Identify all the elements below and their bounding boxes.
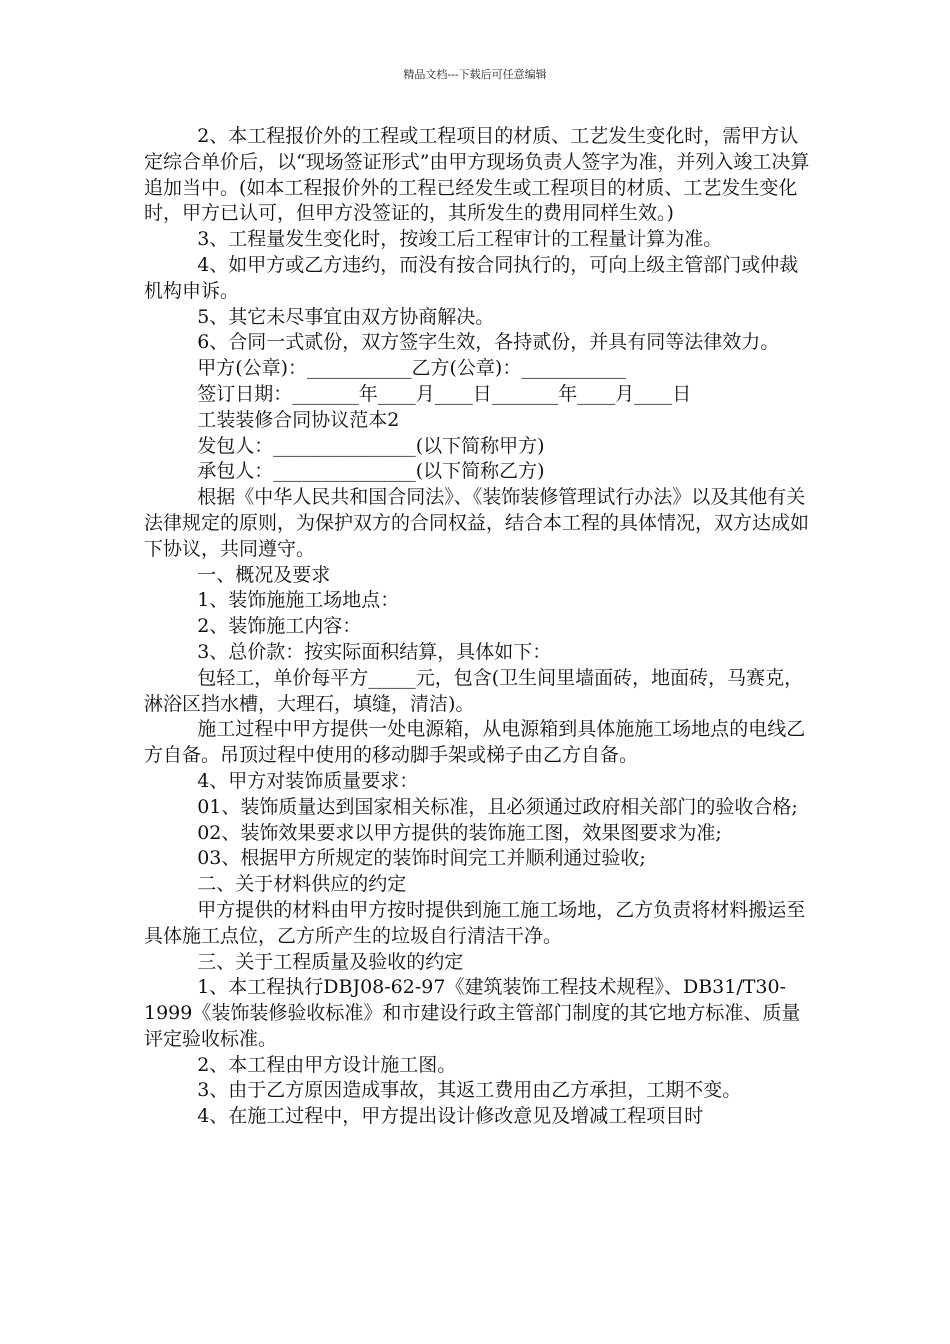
heading: 三、关于工程质量及验收的约定 [197,950,464,973]
paragraph: 1、装饰施施工场地点： [197,589,400,612]
paragraph: 2、装饰施工内容： [197,615,362,638]
paragraph: 5、其它未尽事宜由双方协商解决。 [197,305,495,328]
paragraph: 4、在施工过程中，甲方提出设计修改意见及增减工程项目时 [197,1105,704,1128]
paragraph: 6、合同一式贰份，双方签字生效，各持贰份，并具有同等法律效力。 [197,331,780,354]
paragraph: 根据《中华人民共和国合同法》、《装饰装修管理试行办法》以及其他有关法律规定的原则，为保护双方的合同权益，结合本工程的具体情况，双方达成如下协议，共同遵守。 [144,486,810,560]
paragraph: 1、本工程执行DBJ08-62-97《建筑装饰工程技术规程》、DB31/T30-1999《装饰装修验收标准》和市建设行政主管部门制度的其它地方标准、质量评定验收标准。 [144,976,801,1050]
paragraph: 包轻工，单价每平方_____元，包含(卫生间里墙面砖，地面砖，马赛克，淋浴区挡水槽，大理石，填缝，清洁)。 [144,666,804,715]
paragraph: 施工过程中甲方提供一处电源箱，从电源箱到具体施施工场地点的电线乙方自备。吊顶过程中使用的移动脚手架或梯子由乙方自备。 [144,718,806,767]
signature-line: 甲方(公章)：___________乙方(公章)：___________ [197,357,626,380]
paragraph: 4、甲方对装饰质量要求： [197,769,419,792]
paragraph: 甲方提供的材料由甲方按时提供到施工施工场地，乙方负责将材料搬运至具体施工点位，乙方所产生的垃圾自行清洁干净。 [144,898,806,947]
paragraph: 01、装饰质量达到国家相关标准，且必须通过政府相关部门的验收合格; [197,795,798,818]
paragraph: 2、本工程由甲方设计施工图。 [197,1053,457,1076]
signing-date-line: 签订日期：_______年____月____日_______年____月____日 [197,382,692,405]
paragraph: 02、装饰效果要求以甲方提供的装饰施工图，效果图要求为准; [197,821,722,844]
employer-line: 发包人：_______________(以下简称甲方) [197,434,545,457]
paragraph: 2、本工程报价外的工程或工程项目的材质、工艺发生变化时，需甲方认定综合单价后，以“现场签证形式”由甲方现场负责人签字为准，并列入竣工决算追加当中。(如本工程报价外的工程已经发生或工程项目的材质、工艺发生变化时，甲方已认可，但甲方没签证的，其所发生的费用同样生效。) [144,125,810,225]
paragraph: 3、工程量发生变化时，按竣工后工程审计的工程量计算为准。 [197,228,723,251]
heading: 一、概况及要求 [197,563,331,586]
heading: 二、关于材料供应的约定 [197,873,407,896]
paragraph: 03、根据甲方所规定的装饰时间完工并顺利通过验收; [197,847,646,870]
contractor-line: 承包人：_______________(以下简称乙方) [197,460,545,483]
paragraph: 3、总价款：按实际面积结算，具体如下： [197,640,552,663]
document-body [144,124,814,1130]
paragraph: 4、如甲方或乙方违约，而没有按合同执行的，可向上级主管部门或仲裁机构申诉。 [144,253,799,302]
page-header: 精品文档---下载后可任意编辑 [403,68,547,81]
section-title: 工装装修合同协议范本2 [197,408,400,431]
paragraph: 3、由于乙方原因造成事故，其返工费用由乙方承担，工期不变。 [197,1079,742,1102]
